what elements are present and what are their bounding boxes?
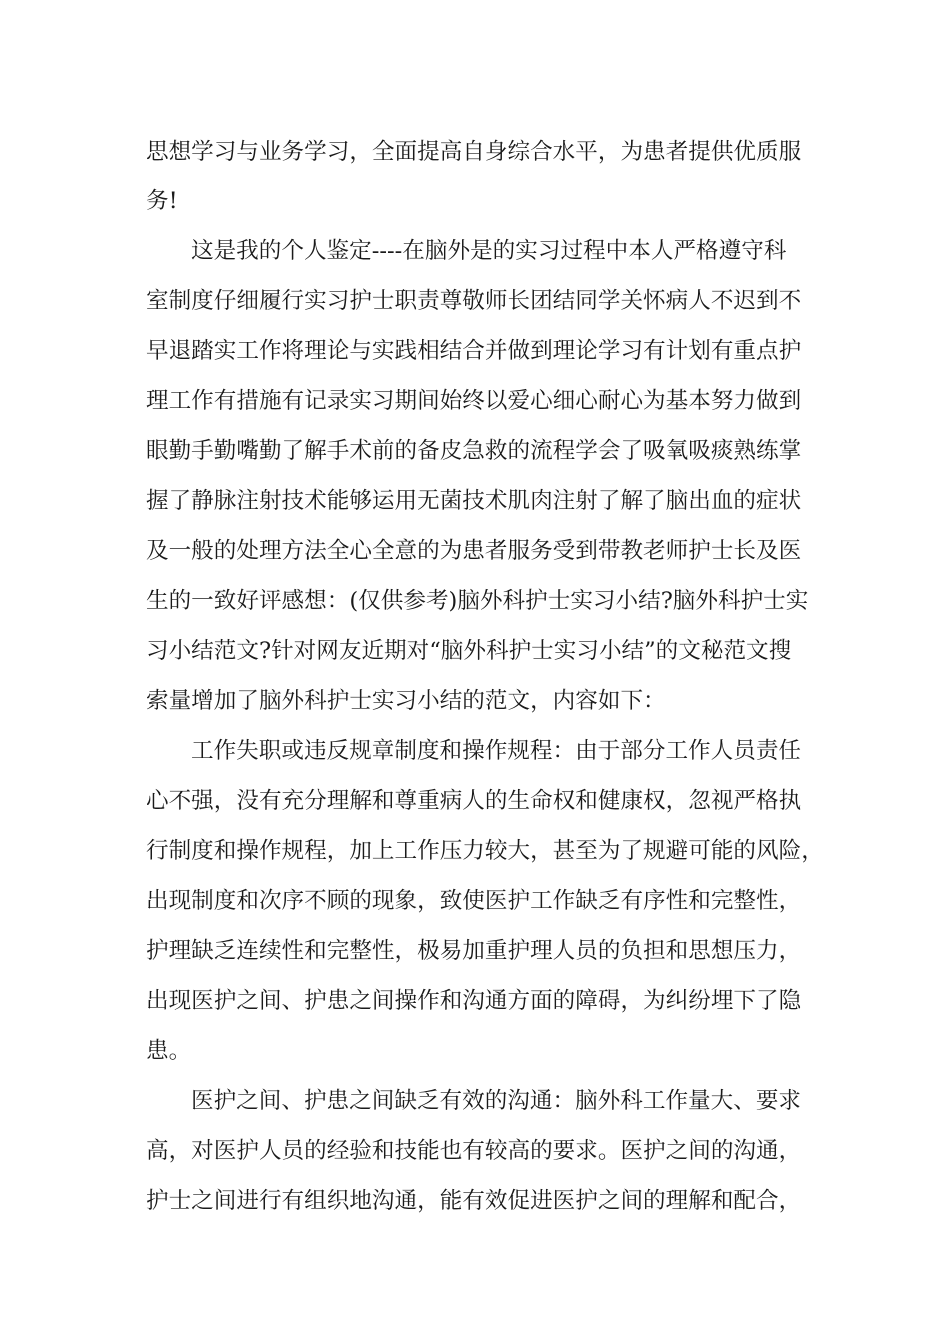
text-line: 眼勤手勤嘴勤了解手术前的备皮急救的流程学会了吸氧吸痰熟练掌 bbox=[146, 438, 802, 464]
text-line: 生的一致好评感想：(仅供参考)脑外科护士实习小结?脑外科护士实 bbox=[146, 588, 809, 614]
text-line: 行制度和操作规程，加上工作压力较大，甚至为了规避可能的风险， bbox=[146, 838, 824, 864]
text-line: 习小结范文?针对网友近期对“脑外科护士实习小结”的文秘范文搜 bbox=[146, 638, 792, 664]
text-line: 理工作有措施有记录实习期间始终以爱心细心耐心为基本努力做到 bbox=[146, 388, 802, 414]
text-line: 出现医护之间、护患之间操作和沟通方面的障碍，为纠纷埋下了隐 bbox=[146, 988, 802, 1014]
text-line: 及一般的处理方法全心全意的为患者服务受到带教老师护士长及医 bbox=[146, 538, 802, 564]
text-line: 务! bbox=[146, 188, 178, 214]
text-line: 患。 bbox=[146, 1038, 192, 1064]
paragraph-first-line: 医护之间、护患之间缺乏有效的沟通：脑外科工作量大、要求 bbox=[191, 1088, 802, 1114]
text-line: 出现制度和次序不顾的现象，致使医护工作缺乏有序性和完整性， bbox=[146, 888, 802, 914]
text-line: 护理缺乏连续性和完整性，极易加重护理人员的负担和思想压力， bbox=[146, 938, 802, 964]
paragraph-first-line: 工作失职或违反规章制度和操作规程：由于部分工作人员责任 bbox=[191, 738, 802, 764]
text-line: 握了静脉注射技术能够运用无菌技术肌肉注射了解了脑出血的症状 bbox=[146, 488, 802, 514]
text-line: 高，对医护人员的经验和技能也有较高的要求。医护之间的沟通， bbox=[146, 1138, 802, 1164]
text-line: 思想学习与业务学习，全面提高自身综合水平，为患者提供优质服 bbox=[146, 139, 802, 165]
text-line: 索量增加了脑外科护士实习小结的范文，内容如下： bbox=[146, 688, 666, 714]
text-line: 心不强，没有充分理解和尊重病人的生命权和健康权，忽视严格执 bbox=[146, 788, 802, 814]
paragraph-first-line: 这是我的个人鉴定----在脑外是的实习过程中本人严格遵守科 bbox=[191, 238, 787, 264]
text-line: 室制度仔细履行实习护士职责尊敬师长团结同学关怀病人不迟到不 bbox=[146, 288, 802, 314]
text-line: 护士之间进行有组织地沟通，能有效促进医护之间的理解和配合， bbox=[146, 1188, 802, 1214]
text-line: 早退踏实工作将理论与实践相结合并做到理论学习有计划有重点护 bbox=[146, 338, 802, 364]
